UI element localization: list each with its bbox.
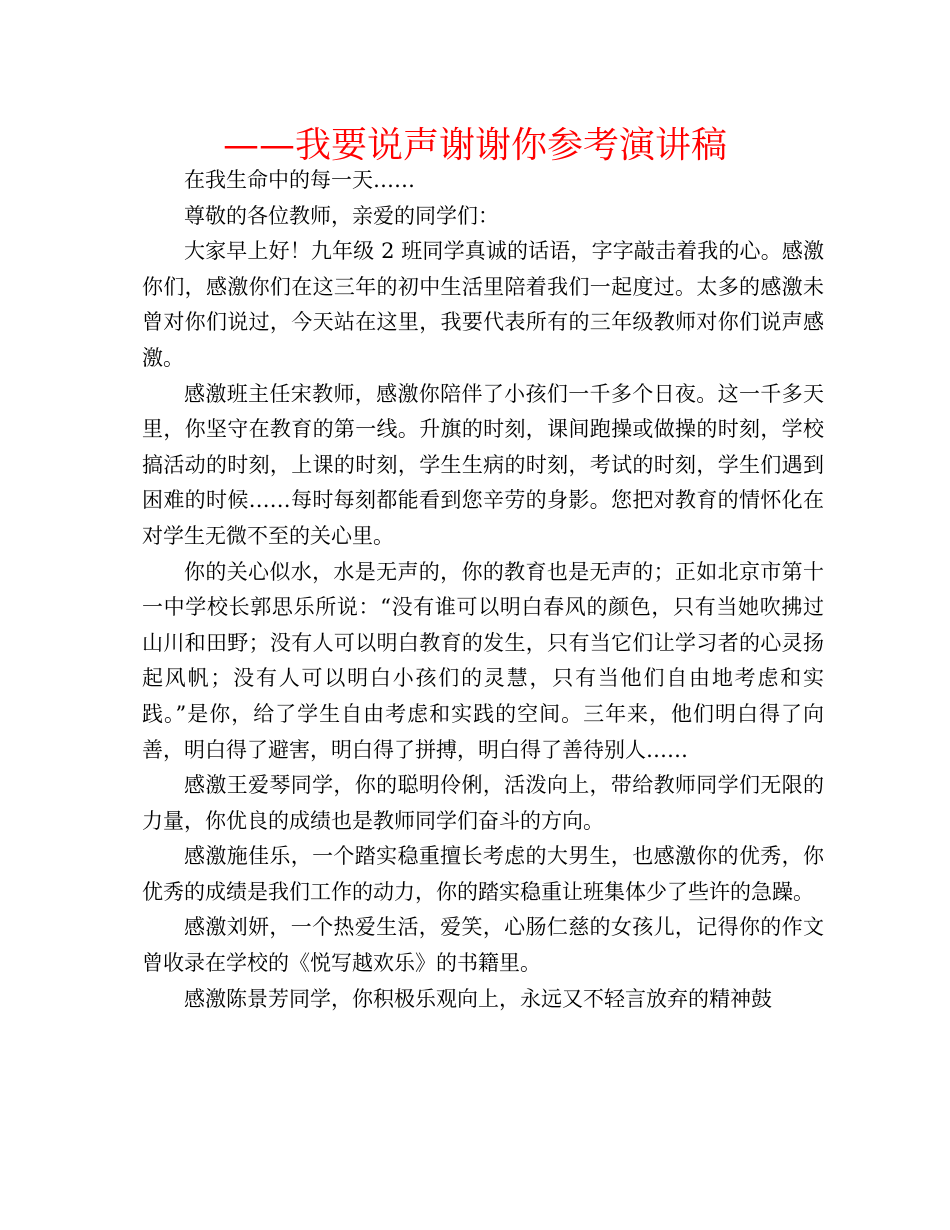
paragraph: 大家早上好！九年级 2 班同学真诚的话语，字字敲击着我的心。感激你们，感激你们在这三年的初中生活里陪着我们一起度过。太多的感激未曾对你们说过，今天站在这里，我要代表所有的三年级教师对你们说声感激。: [142, 239, 824, 370]
paragraph: 感激班主任宋教师，感激你陪伴了小孩们一千多个日夜。这一千多天里，你坚守在教育的第一线。升旗的时刻，课间跑操或做操的时刻，学校搞活动的时刻，上课的时刻，学生生病的时刻，考试的时刻，学生们遇到困难的时候……每时每刻都能看到您辛劳的身影。您把对教育的情怀化在对学生无微不至的关心里。: [142, 381, 824, 548]
paragraph: 感激施佳乐，一个踏实稳重擅长考虑的大男生，也感激你的优秀，你优秀的成绩是我们工作的动力，你的踏实稳重让班集体少了些许的急躁。: [142, 844, 824, 904]
paragraph: 你的关心似水，水是无声的，你的教育也是无声的；正如北京市第十一中学校长郭思乐所说：“没有谁可以明白春风的颜色，只有当她吹拂过山川和田野；没有人可以明白教育的发生，只有当它们让学习者的心灵扬起风帆；没有人可以明白小孩们的灵慧，只有当他们自由地考虑和实践。”是你，给了学生自由考虑和实践的空间。三年来，他们明白得了向善，明白得了避害，明白得了拼搏，明白得了善待别人……: [142, 559, 824, 762]
paragraph: 感激陈景芳同学，你积极乐观向上，永远又不轻言放弃的精神鼓: [184, 986, 772, 1011]
paragraph: 感激王爱琴同学，你的聪明伶俐，活泼向上，带给教师同学们无限的力量，你优良的成绩也是教师同学们奋斗的方向。: [142, 773, 824, 833]
paragraph: 在我生命中的每一天……: [184, 168, 415, 192]
paragraph: 感激刘妍，一个热爱生活，爱笑，心肠仁慈的女孩儿，记得你的作文曾收录在学校的《悦写越欢乐》的书籍里。: [142, 915, 824, 976]
document-body: [142, 163, 824, 1017]
document-title: ——我要说声谢谢你参考演讲稿: [222, 125, 727, 166]
paragraph: 尊敬的各位教师，亲爱的同学们：: [184, 203, 499, 228]
